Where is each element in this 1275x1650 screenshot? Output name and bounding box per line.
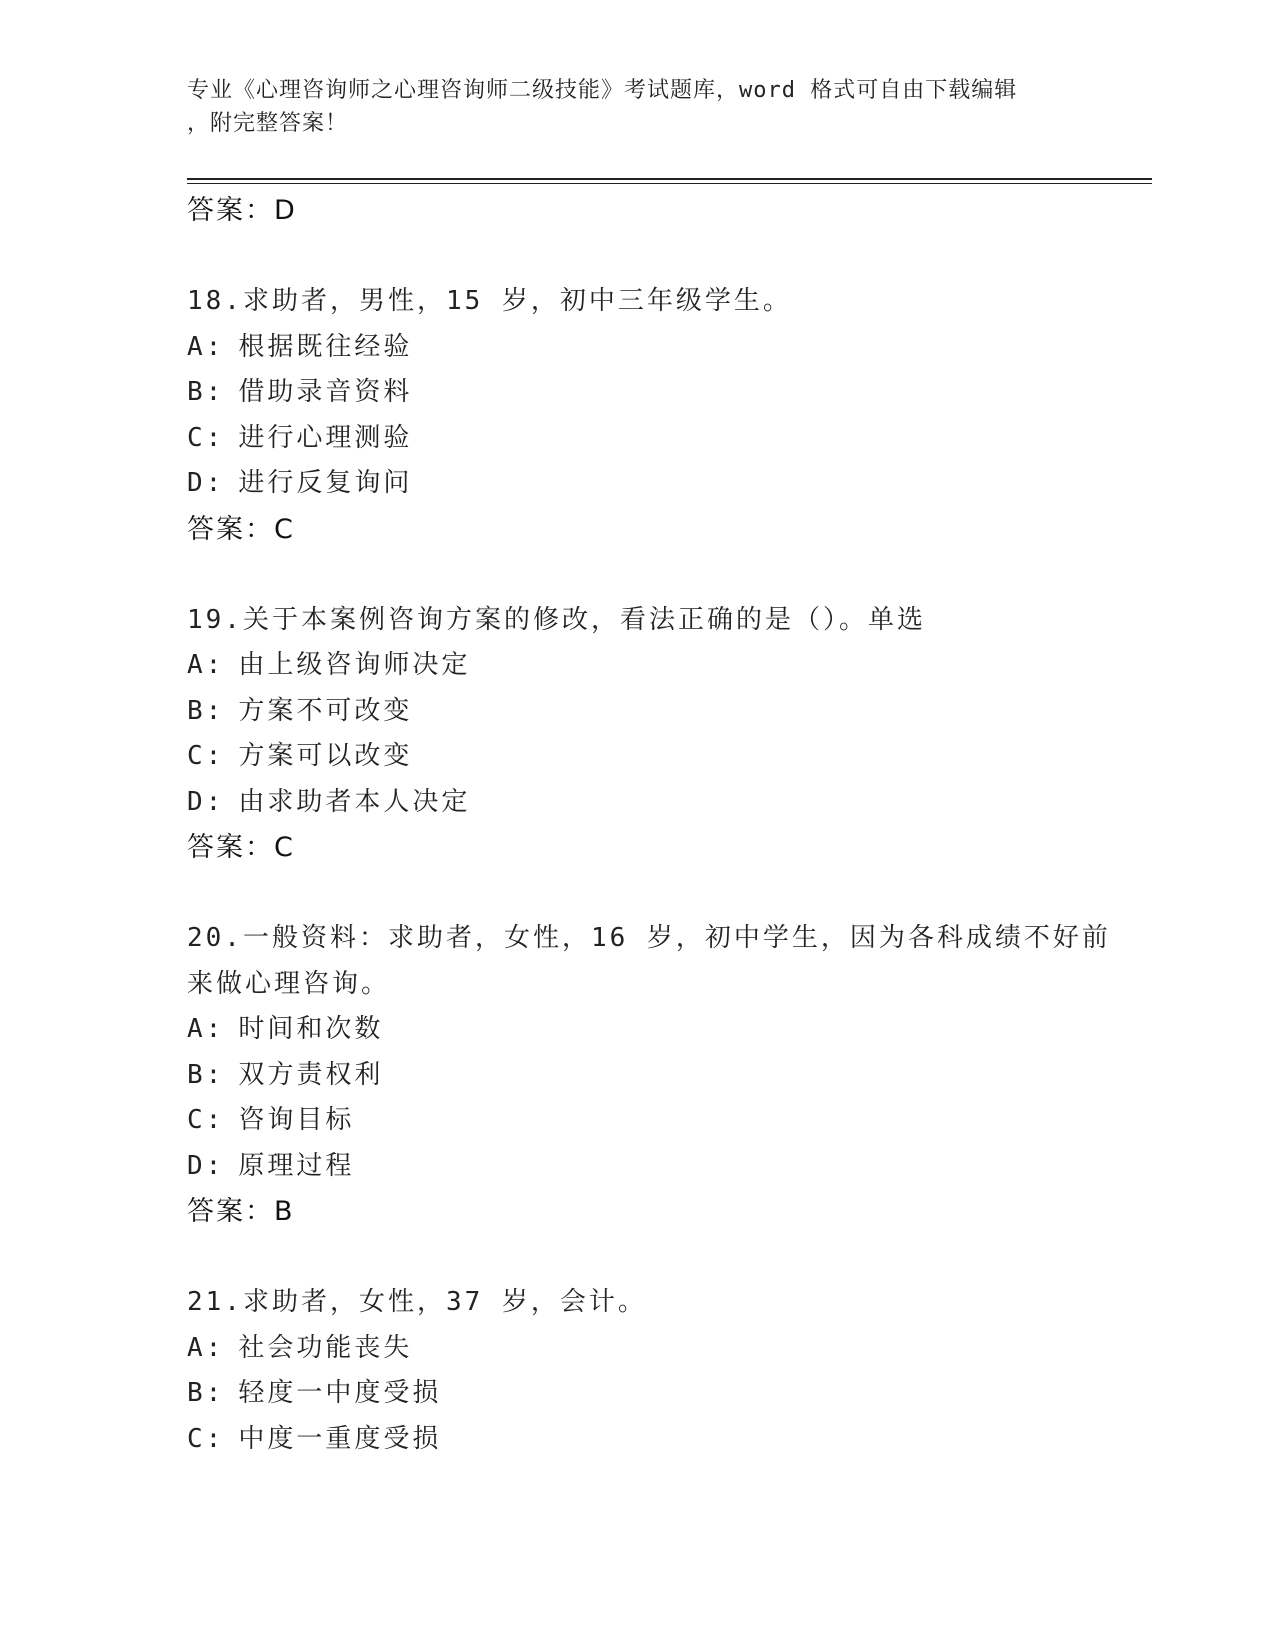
option-letter: B: (187, 695, 225, 726)
option-letter: C: (187, 741, 225, 771)
option-letter: C: (187, 1105, 225, 1135)
option-text: 方案可以改变 (238, 741, 413, 771)
option-letter: C: (187, 1423, 225, 1454)
option-letter: A: (187, 1014, 225, 1044)
answer-value: C (274, 513, 295, 545)
question-stem (187, 1280, 1147, 1326)
question-item-18 (187, 279, 1147, 552)
option-text: 根据既往经验 (238, 331, 413, 362)
option-c (187, 1098, 1147, 1144)
question-text: 一般资料：求助者，女性，16 岁，初中学生，因为各科成绩不好前 (242, 923, 1111, 953)
answer-value: C (274, 832, 295, 863)
question-item-19 (187, 598, 1147, 871)
option-letter: A: (187, 1332, 225, 1363)
option-text: 社会功能丧失 (238, 1332, 413, 1363)
answer-line (187, 188, 1147, 234)
answer-label: 答案： (187, 513, 274, 545)
header-title-line: 专业《心理咨询师之心理咨询师二级技能》考试题库，word 格式可自由下载编辑 (187, 78, 1018, 103)
answer-line (187, 1189, 1147, 1235)
question-number: 19. (187, 604, 243, 635)
option-b (187, 1371, 1147, 1417)
header-divider-thick (187, 178, 1152, 180)
header-divider-thin (187, 183, 1152, 184)
question-text: 来做心理咨询。 (187, 968, 391, 999)
question-number: 20. (187, 923, 243, 953)
question-stem (187, 916, 1147, 962)
option-text: 进行反复询问 (238, 468, 413, 498)
option-text: 方案不可改变 (238, 695, 413, 726)
option-letter: B: (187, 1378, 225, 1408)
option-c (187, 1417, 1147, 1463)
answer-line (187, 507, 1147, 553)
answer-value: B (274, 1196, 295, 1227)
answer-value: D (274, 195, 297, 226)
question-stem-continued (187, 962, 1147, 1008)
spacer (187, 871, 1147, 917)
option-letter: B: (187, 1059, 225, 1090)
option-text: 原理过程 (238, 1150, 355, 1181)
option-text: 双方责权利 (238, 1059, 384, 1090)
option-letter: B: (187, 377, 225, 407)
option-text: 进行心理测验 (238, 422, 413, 453)
page-header (187, 74, 1087, 140)
option-letter: C: (187, 422, 225, 453)
question-item-21 (187, 1280, 1147, 1462)
question-item-20 (187, 916, 1147, 1235)
header-title-line-continued: ，附完整答案！ (187, 111, 349, 136)
question-text: 求助者，男性，15 岁，初中三年级学生。 (242, 286, 792, 316)
answer-label: 答案： (187, 1196, 274, 1227)
option-a (187, 1007, 1147, 1053)
option-b (187, 370, 1147, 416)
option-c (187, 416, 1147, 462)
spacer (187, 234, 1147, 280)
option-letter: A: (187, 331, 225, 362)
option-text: 轻度一中度受损 (238, 1378, 442, 1408)
option-text: 时间和次数 (238, 1014, 384, 1044)
option-b (187, 1053, 1147, 1099)
question-stem (187, 598, 1147, 644)
spacer (187, 1235, 1147, 1281)
question-stem (187, 279, 1147, 325)
question-number: 18. (187, 286, 243, 316)
question-text: 关于本案例咨询方案的修改，看法正确的是（）。单选 (242, 604, 926, 635)
spacer (187, 552, 1147, 598)
option-b (187, 689, 1147, 735)
answer-label: 答案： (187, 832, 274, 863)
question-text: 求助者，女性，37 岁，会计。 (242, 1287, 647, 1317)
option-a (187, 643, 1147, 689)
option-text: 中度一重度受损 (238, 1423, 442, 1454)
option-letter: D: (187, 468, 225, 498)
option-a (187, 325, 1147, 371)
option-c (187, 734, 1147, 780)
question-list (187, 188, 1147, 1462)
option-d (187, 1144, 1147, 1190)
option-text: 咨询目标 (238, 1105, 355, 1135)
option-text: 由上级咨询师决定 (238, 650, 471, 680)
option-letter: D: (187, 786, 225, 817)
option-letter: D: (187, 1150, 225, 1181)
option-text: 借助录音资料 (238, 377, 413, 407)
option-d (187, 461, 1147, 507)
option-letter: A: (187, 650, 225, 680)
option-a (187, 1326, 1147, 1372)
answer-label: 答案： (187, 195, 274, 226)
answer-line (187, 825, 1147, 871)
question-number: 21. (187, 1287, 243, 1317)
option-text: 由求助者本人决定 (238, 786, 471, 817)
option-d (187, 780, 1147, 826)
